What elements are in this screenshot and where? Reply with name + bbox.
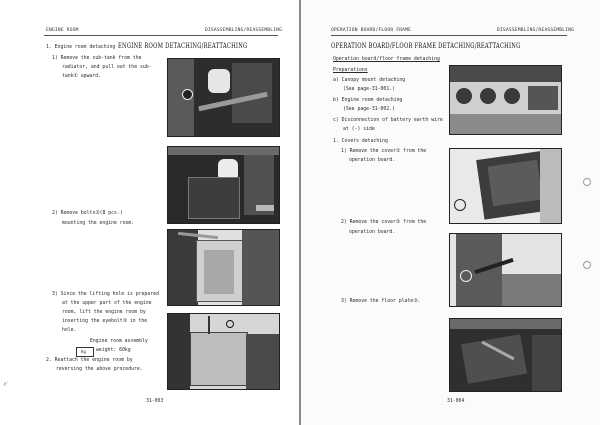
left-header-chapter: DISASSEMBLING/REASSEMBLING — [205, 28, 283, 33]
right-header-section: OPERATION BOARD/FLOOR FRAME — [331, 28, 412, 33]
cover-step: 1) Remove the cover① from the — [341, 149, 427, 154]
right-header-chapter: DISASSEMBLING/REASSEMBLING — [497, 28, 575, 33]
prep-line: c) Disconnection of battery earth wire — [333, 118, 443, 123]
photo-subtank — [167, 58, 280, 137]
left-step-line: mounting the engine room. — [62, 221, 135, 226]
left-step-line: hole. — [62, 328, 77, 333]
photo-operation-board — [449, 65, 562, 135]
prep-line: b) Engine room detaching — [333, 98, 403, 103]
left-step-line: 2) Remove bolts②(8 pcs.) — [52, 211, 123, 216]
left-page-title: ENGINE ROOM DETACHING/REATTACHING — [118, 42, 248, 50]
left-step-line: tank① upward. — [62, 74, 101, 79]
cover-step: 2) Remove the cover② from the — [341, 220, 427, 225]
cover-step: operation board. — [349, 158, 396, 163]
right-page — [301, 0, 600, 425]
photo-engine-room — [167, 146, 280, 224]
photo-cover-2 — [449, 233, 562, 307]
engine-weight-label: Engine room assembly — [90, 339, 148, 344]
right-page-number: 31-004 — [447, 399, 465, 404]
margin-mark: ﾀﾞ — [3, 382, 9, 388]
left-step-line: inserting the eyebolt③ in the — [62, 319, 148, 324]
photo-cover-1 — [449, 148, 562, 224]
binder-hole — [583, 261, 591, 269]
right-subtitle: Operation board/floor frame detaching — [333, 57, 440, 62]
cover-step: operation board. — [349, 230, 396, 235]
left-header-rule — [44, 35, 278, 36]
prep-line: (See page-31-002.) — [343, 107, 395, 112]
left-page-number: 31-003 — [146, 399, 164, 404]
left-step-line: 1) Remove the sub-tank from the — [52, 56, 142, 61]
weight-icon-label: kg — [81, 349, 86, 354]
right-header-rule — [331, 35, 567, 36]
prep-line: at (-) side — [343, 127, 375, 132]
cover-step: 3) Remove the floor plate③. — [341, 299, 421, 304]
left-step-line: reversing the above procedure. — [56, 367, 143, 372]
prep-line: (See page-31-001.) — [343, 87, 395, 92]
prep-line: a) Canopy mount detaching — [333, 78, 406, 83]
weight-icon — [76, 347, 94, 357]
photo-lifting — [167, 313, 280, 390]
preparations-label: Preparations — [333, 68, 368, 73]
covers-heading: 1. Covers detaching — [333, 139, 388, 144]
left-step-1-heading: 1. Engine room detaching — [46, 45, 116, 50]
photo-floor-plate — [449, 318, 562, 392]
left-step-line: room, lift the engine room by — [62, 310, 146, 315]
engine-weight-value: weight: 60kg — [96, 348, 131, 353]
binder-hole — [583, 178, 591, 186]
left-step-2-heading: 2. Reattach the engine room by — [46, 358, 133, 363]
left-page — [0, 0, 299, 425]
left-step-line: 3) Since the lifting hole is prepared — [52, 292, 159, 297]
left-step-line: at the upper part of the engine — [62, 301, 152, 306]
left-step-line: radiator, and pull out the sub- — [62, 65, 152, 70]
photo-bolts — [167, 229, 280, 306]
left-header-section: ENGINE ROOM — [46, 28, 79, 33]
right-page-title: OPERATION BOARD/FLOOR FRAME DETACHING/REATTACHING — [331, 42, 521, 50]
